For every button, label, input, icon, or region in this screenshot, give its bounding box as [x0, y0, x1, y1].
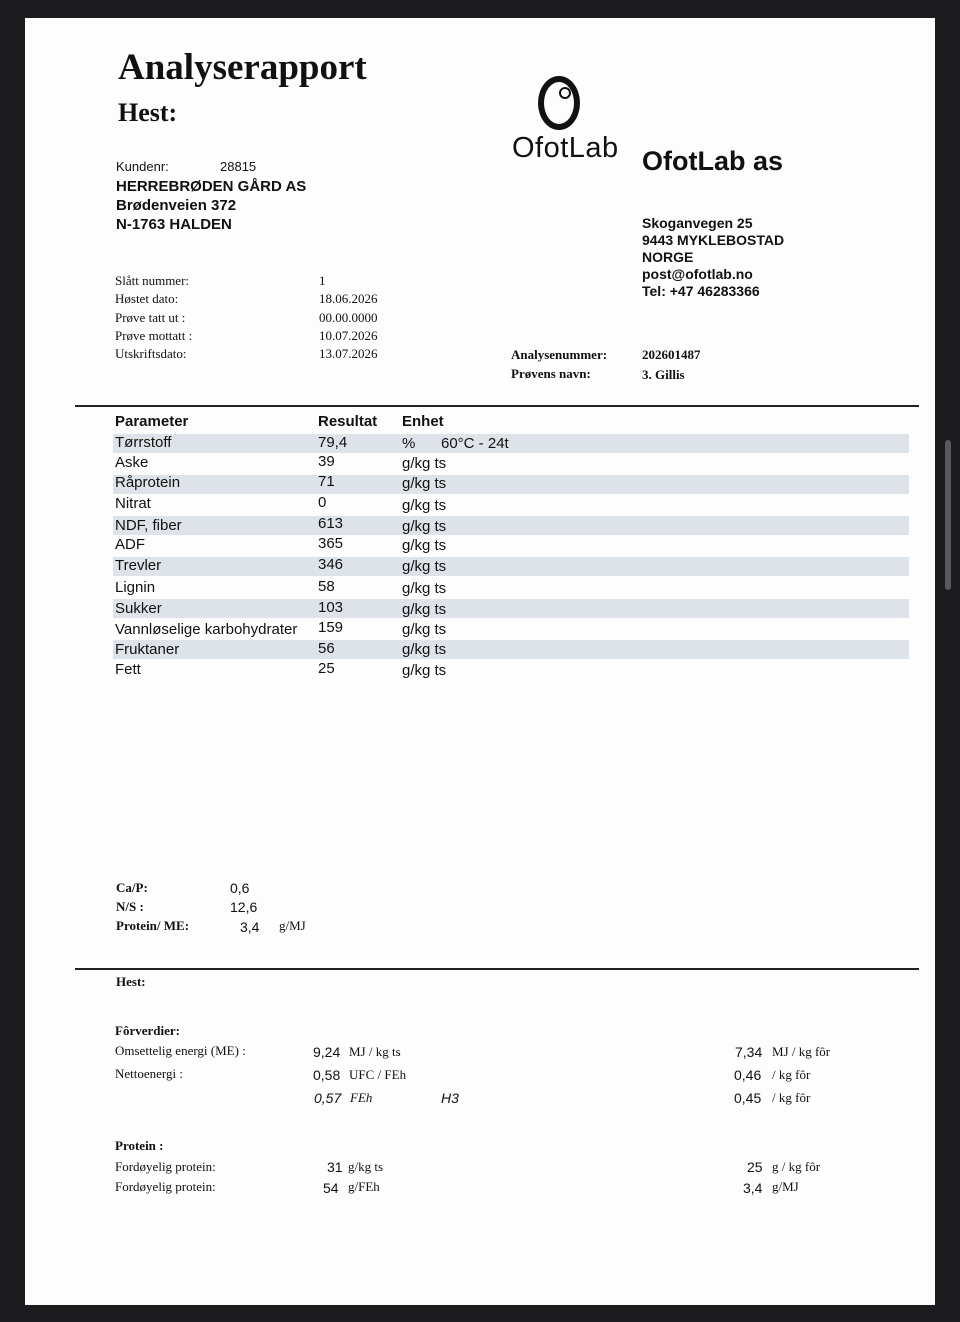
customer-street: Brødenveien 372 — [116, 197, 237, 214]
protein-unit: g/kg ts — [348, 1159, 384, 1174]
param-value: 58 — [318, 578, 335, 595]
protein-label: Fordøyelig protein: — [115, 1179, 216, 1194]
param-name: Vannløselige karbohydrater — [115, 621, 298, 638]
table-header-result: Resultat — [318, 413, 378, 430]
param-unit: g/kg ts — [402, 518, 447, 535]
protein-right-value: 3,4 — [743, 1180, 763, 1196]
sample-info-value: 00.00.0000 — [319, 310, 378, 325]
param-value: 365 — [318, 535, 344, 552]
ratio-value: 12,6 — [230, 899, 258, 915]
param-unit: g/kg ts — [402, 580, 447, 597]
energy-label: Omsettelig energi (ME) : — [115, 1043, 246, 1058]
energy-label: Nettoenergi : — [115, 1066, 183, 1081]
sample-name-label: Prøvens navn: — [511, 366, 591, 381]
param-name: Tørrstoff — [115, 434, 172, 451]
ratio-value: 3,4 — [240, 919, 260, 935]
param-value: 79,4 — [318, 434, 348, 451]
ratio-label: Protein/ ME: — [116, 918, 190, 933]
param-unit: g/kg ts — [402, 497, 447, 514]
divider — [75, 405, 919, 407]
param-value: 39 — [318, 453, 335, 470]
energy-unit: FEh — [350, 1090, 373, 1105]
protein-right-unit: g/MJ — [772, 1179, 799, 1194]
param-name: Nitrat — [115, 495, 151, 512]
sample-name: 3. Gillis — [642, 367, 685, 382]
lab-address-line: Skoganvegen 25 — [642, 215, 753, 231]
energy-value: 9,24 — [313, 1044, 341, 1060]
param-value: 0 — [318, 494, 327, 511]
lab-email: post@ofotlab.no — [642, 266, 753, 282]
protein-label: Fordøyelig protein: — [115, 1159, 216, 1174]
energy-value: 0,57 — [314, 1090, 342, 1106]
energy-right-value: 0,45 — [734, 1090, 762, 1106]
energy-value: 0,58 — [313, 1067, 341, 1083]
sample-info-label: Prøve mottatt : — [115, 328, 193, 343]
report-subtitle: Hest: — [118, 98, 178, 127]
param-value: 25 — [318, 660, 335, 677]
protein-unit: g/FEh — [348, 1179, 380, 1194]
divider — [75, 968, 919, 970]
param-name: ADF — [115, 536, 145, 553]
lab-name: OfotLab as — [642, 146, 784, 176]
protein-value: 54 — [323, 1180, 339, 1196]
row-stripe — [113, 557, 909, 576]
energy-unit: MJ / kg ts — [349, 1044, 401, 1059]
param-name: Sukker — [115, 600, 162, 617]
analysis-number: 202601487 — [642, 347, 701, 362]
param-unit: g/kg ts — [402, 455, 447, 472]
param-unit: g/kg ts — [402, 475, 447, 492]
row-stripe — [113, 640, 909, 659]
energy-unit: UFC / FEh — [349, 1067, 407, 1082]
customer-number: 28815 — [220, 159, 257, 174]
param-unit: % — [402, 435, 416, 452]
energy-right-unit: / kg fôr — [772, 1090, 811, 1105]
sample-info-value: 10.07.2026 — [319, 328, 378, 343]
param-value: 159 — [318, 619, 344, 636]
table-header-unit: Enhet — [402, 413, 444, 430]
param-value: 56 — [318, 640, 335, 657]
energy-right-unit: MJ / kg fôr — [772, 1044, 831, 1059]
analysis-number-label: Analysenummer: — [511, 347, 608, 362]
sample-info-label: Høstet dato: — [115, 291, 179, 306]
customer-name: HERREBRØDEN GÅRD AS — [116, 178, 307, 195]
horse-heading: Hest: — [116, 974, 146, 989]
energy-right-value: 7,34 — [735, 1044, 763, 1060]
lab-address-line: 9443 MYKLEBOSTAD — [642, 232, 785, 248]
param-value: 103 — [318, 599, 344, 616]
param-name: Trevler — [115, 557, 162, 574]
param-value: 613 — [318, 515, 344, 532]
customer-city: N-1763 HALDEN — [116, 216, 232, 233]
protein-right-unit: g / kg fôr — [772, 1159, 821, 1174]
row-stripe — [113, 475, 909, 494]
protein-value: 31 — [327, 1159, 343, 1175]
ratio-label: N/S : — [116, 899, 144, 914]
sample-info-label: Slått nummer: — [115, 273, 190, 288]
param-value: 71 — [318, 473, 335, 490]
param-unit: g/kg ts — [402, 537, 447, 554]
lab-address-line: NORGE — [642, 249, 694, 265]
sample-info-label: Prøve tatt ut : — [115, 310, 186, 325]
protein-right-value: 25 — [747, 1159, 763, 1175]
ratio-label: Ca/P: — [116, 880, 148, 895]
energy-right-value: 0,46 — [734, 1067, 762, 1083]
sample-info-value: 13.07.2026 — [319, 346, 378, 361]
ofotlab-logo-icon — [538, 76, 580, 130]
param-unit: g/kg ts — [402, 621, 447, 638]
param-unit: g/kg ts — [402, 641, 447, 658]
param-name: Lignin — [115, 579, 156, 596]
sample-info-value: 1 — [319, 273, 326, 288]
param-name: Fett — [115, 661, 141, 678]
customer-number-label: Kundenr: — [116, 159, 169, 174]
param-name: Råprotein — [115, 474, 181, 491]
row-stripe — [113, 599, 909, 618]
report-page — [25, 18, 935, 1305]
row-stripe — [113, 434, 909, 453]
feed-values-heading: Fôrverdier: — [115, 1023, 180, 1038]
param-name: NDF, fiber — [115, 517, 182, 534]
param-unit: g/kg ts — [402, 558, 447, 575]
protein-heading: Protein : — [115, 1138, 164, 1153]
ratio-unit: g/MJ — [279, 918, 306, 933]
table-header-parameter: Parameter — [115, 413, 189, 430]
param-note: 60°C - 24t — [441, 435, 509, 452]
scrollbar[interactable] — [945, 440, 951, 590]
energy-right-unit: / kg fôr — [772, 1067, 811, 1082]
sample-info-label: Utskriftsdato: — [115, 346, 187, 361]
row-stripe — [113, 516, 909, 535]
ratio-value: 0,6 — [230, 880, 250, 896]
energy-extra: H3 — [441, 1090, 459, 1106]
report-title: Analyserapport — [118, 47, 367, 88]
param-name: Aske — [115, 454, 149, 471]
param-unit: g/kg ts — [402, 601, 447, 618]
param-name: Fruktaner — [115, 641, 180, 658]
param-value: 346 — [318, 556, 344, 573]
logo-text: OfotLab — [512, 132, 619, 164]
param-unit: g/kg ts — [402, 662, 447, 679]
lab-phone: Tel: +47 46283366 — [642, 283, 760, 299]
sample-info-value: 18.06.2026 — [319, 291, 378, 306]
